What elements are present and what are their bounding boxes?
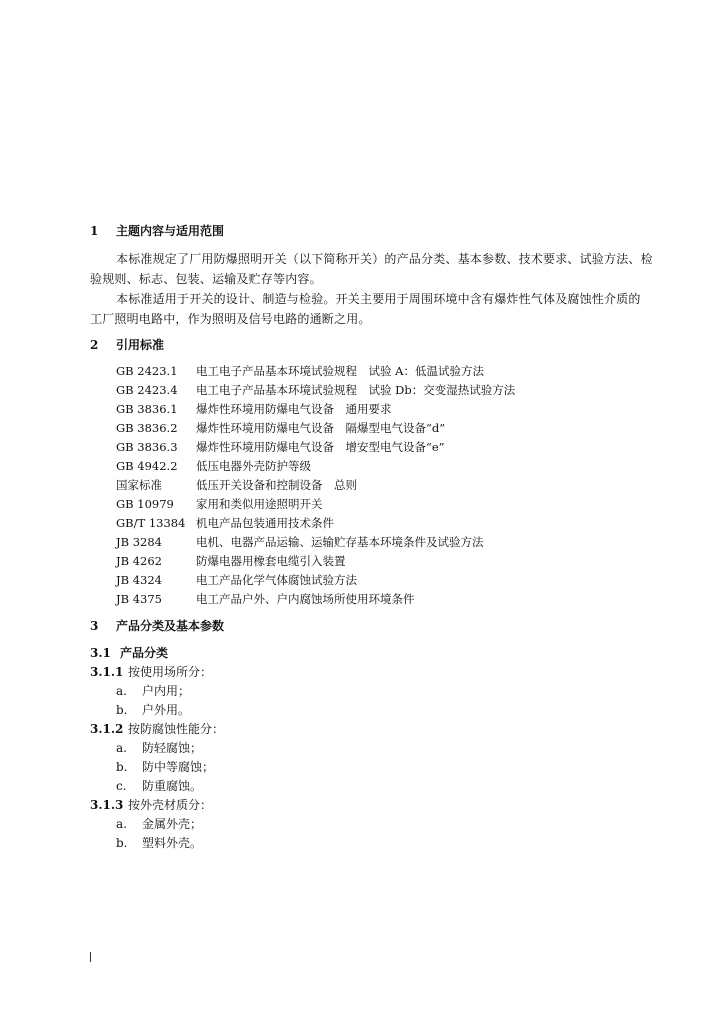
reference-title: 爆炸性环境用防爆电气设备 通用要求 bbox=[196, 402, 392, 416]
subsection-title: 按防腐蚀性能分： bbox=[128, 722, 225, 736]
reference-item bbox=[116, 363, 484, 379]
reference-item bbox=[116, 553, 346, 569]
section-3-heading bbox=[90, 617, 224, 634]
reference-item bbox=[116, 534, 484, 550]
reference-code: GB 3836.2 bbox=[116, 421, 178, 435]
reference-item bbox=[116, 382, 515, 398]
reference-title: 电工电子产品基本环境试验规程 试验 Db：交变湿热试验方法 bbox=[196, 383, 516, 397]
reference-title: 机电产品包装通用技术条件 bbox=[196, 516, 334, 530]
section-number: 2 bbox=[90, 338, 99, 352]
section-number: 1 bbox=[90, 224, 99, 238]
reference-title: 爆炸性环境用防爆电气设备 隔爆型电气设备“d” bbox=[196, 421, 446, 435]
list-item bbox=[116, 758, 214, 775]
subsection-number: 3.1.3 bbox=[90, 798, 124, 812]
subsection-title: 按外壳材质分： bbox=[128, 798, 213, 812]
subsection-3-1 bbox=[90, 644, 168, 661]
reference-title: 低压电器外壳防护等级 bbox=[196, 459, 311, 473]
list-text: 防轻腐蚀； bbox=[142, 741, 203, 755]
subsection-title: 产品分类 bbox=[120, 646, 169, 660]
reference-code: JB 4262 bbox=[116, 554, 162, 568]
reference-code: 国家标准 bbox=[116, 478, 162, 492]
paragraph-line: 工厂照明电路中，作为照明及信号电路的通断之用。 bbox=[90, 312, 371, 326]
reference-title: 低压开关设备和控制设备 总则 bbox=[196, 478, 357, 492]
list-text: 金属外壳； bbox=[142, 817, 203, 831]
list-letter: a. bbox=[116, 684, 127, 698]
section-2-heading bbox=[90, 336, 164, 353]
reference-code: GB 3836.1 bbox=[116, 402, 178, 416]
reference-title: 电机、电器产品运输、运输贮存基本环境条件及试验方法 bbox=[196, 535, 484, 549]
reference-item bbox=[116, 458, 311, 474]
list-letter: b. bbox=[116, 836, 128, 850]
reference-code: GB 4942.2 bbox=[116, 459, 178, 473]
list-item bbox=[116, 834, 202, 851]
reference-code: GB 2423.1 bbox=[116, 364, 178, 378]
reference-title: 家用和类似用途照明开关 bbox=[196, 497, 323, 511]
reference-code: GB/T 13384 bbox=[116, 516, 186, 530]
subsection-3-1-3 bbox=[90, 796, 212, 813]
reference-code: JB 4375 bbox=[116, 592, 162, 606]
list-text: 防中等腐蚀； bbox=[142, 760, 215, 774]
paragraph-line: 验规则、标志、包装、运输及贮存等内容。 bbox=[90, 272, 322, 286]
reference-code: JB 3284 bbox=[116, 535, 162, 549]
reference-title: 爆炸性环境用防爆电气设备 增安型电气设备“e” bbox=[196, 440, 445, 454]
list-text: 塑料外壳。 bbox=[142, 836, 203, 850]
list-item bbox=[116, 682, 190, 699]
subsection-3-1-1 bbox=[90, 663, 212, 680]
reference-code: JB 4324 bbox=[116, 573, 162, 587]
page-margin-mark bbox=[90, 952, 91, 962]
reference-item bbox=[116, 420, 445, 436]
reference-code: GB 2423.4 bbox=[116, 383, 178, 397]
list-item bbox=[116, 815, 202, 832]
list-letter: b. bbox=[116, 703, 128, 717]
reference-item bbox=[116, 591, 415, 607]
reference-title: 电工电子产品基本环境试验规程 试验 A：低温试验方法 bbox=[196, 364, 484, 378]
list-item bbox=[116, 701, 190, 718]
list-text: 户外用。 bbox=[142, 703, 191, 717]
reference-title: 电工产品化学气体腐蚀试验方法 bbox=[196, 573, 357, 587]
section-title: 引用标准 bbox=[116, 338, 165, 352]
list-letter: a. bbox=[116, 741, 127, 755]
reference-title: 防爆电器用橡套电缆引入装置 bbox=[196, 554, 346, 568]
list-item bbox=[116, 739, 202, 756]
subsection-number: 3.1.1 bbox=[90, 665, 124, 679]
list-item bbox=[116, 777, 202, 794]
reference-item bbox=[116, 572, 357, 588]
section-number: 3 bbox=[90, 619, 99, 633]
list-text: 防重腐蚀。 bbox=[142, 779, 203, 793]
subsection-3-1-2 bbox=[90, 720, 224, 737]
paragraph-line: 本标准适用于开关的设计、制造与检验。开关主要用于周围环境中含有爆炸性气体及腐蚀性介质的 bbox=[116, 292, 641, 306]
reference-code: GB 3836.3 bbox=[116, 440, 178, 454]
reference-code: GB 10979 bbox=[116, 497, 174, 511]
reference-item bbox=[116, 515, 334, 531]
subsection-number: 3.1 bbox=[90, 646, 111, 660]
list-letter: c. bbox=[116, 779, 127, 793]
list-letter: a. bbox=[116, 817, 127, 831]
reference-item bbox=[116, 401, 392, 417]
list-text: 户内用； bbox=[142, 684, 191, 698]
section-title: 主题内容与适用范围 bbox=[116, 224, 225, 238]
reference-title: 电工产品户外、户内腐蚀场所使用环境条件 bbox=[196, 592, 415, 606]
subsection-number: 3.1.2 bbox=[90, 722, 124, 736]
reference-item bbox=[116, 496, 323, 512]
paragraph-line: 本标准规定了厂用防爆照明开关（以下简称开关）的产品分类、基本参数、技术要求、试验方法、检 bbox=[116, 252, 653, 266]
reference-item bbox=[116, 439, 445, 455]
list-letter: b. bbox=[116, 760, 128, 774]
section-1-heading bbox=[90, 222, 224, 239]
section-title: 产品分类及基本参数 bbox=[116, 619, 225, 633]
subsection-title: 按使用场所分： bbox=[128, 665, 213, 679]
reference-item bbox=[116, 477, 357, 493]
